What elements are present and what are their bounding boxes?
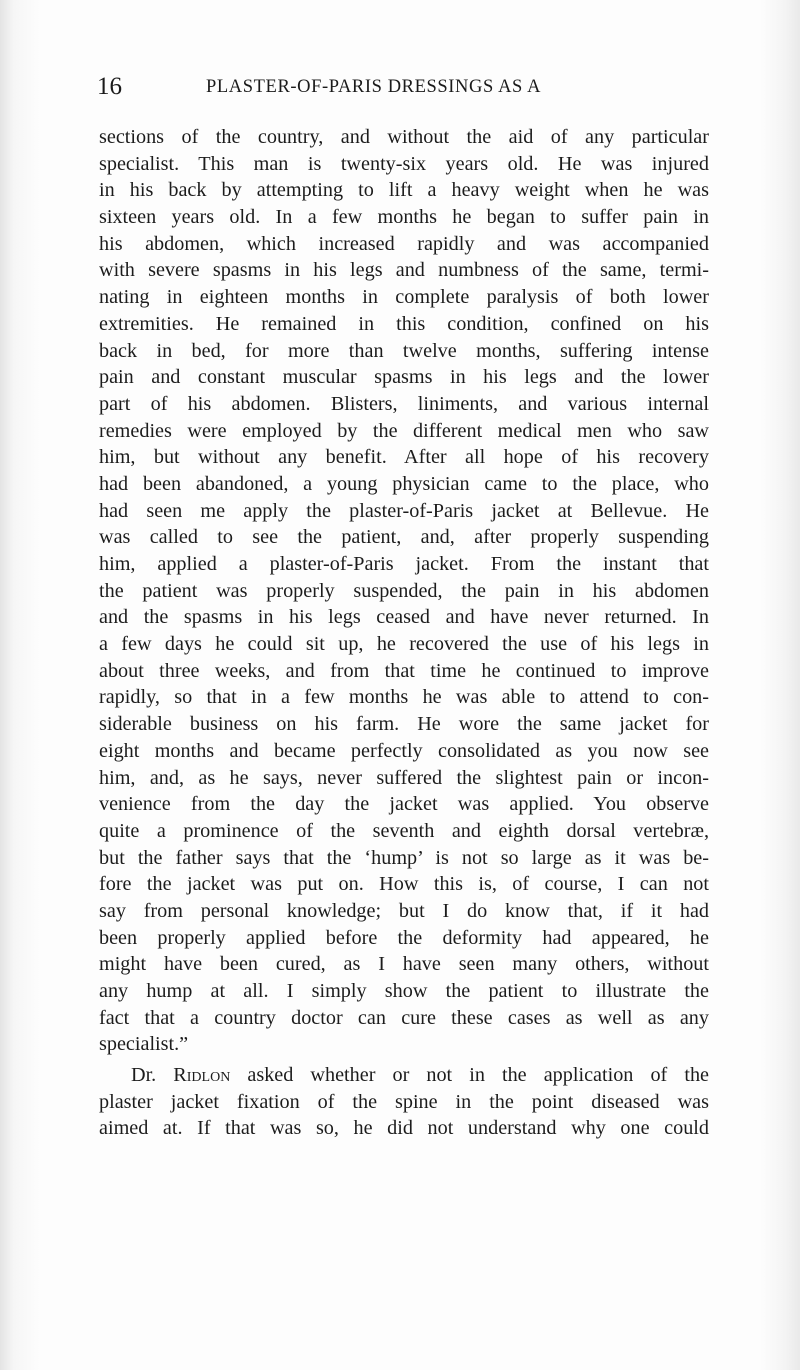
- text-line: sixteen years old. In a few months he began to suffer pain in: [99, 206, 709, 229]
- text-line: sections of the country, and without the aid of any particular: [99, 126, 709, 148]
- text-line: was called to see the patient, and, after properly suspending: [99, 526, 709, 549]
- text-line: fore the jacket was put on. How this is, of course, I can not: [99, 873, 709, 896]
- text-line: about three weeks, and from that time he continued to improve: [99, 659, 709, 682]
- text-line: but the father says that the ‘hump’ is not so large as it was be-: [99, 846, 709, 869]
- text-line: siderable business on his farm. He wore the same jacket for: [99, 713, 709, 736]
- text-line: him, and, as he says, never suffered the slightest pain or incon-: [99, 766, 709, 789]
- text-line: aimed at. If that was so, he did not understand why one could: [99, 1117, 709, 1140]
- text-line: fact that a country doctor can cure these cases as well as any: [99, 1006, 709, 1029]
- page-number: 16: [97, 73, 122, 100]
- text-line-first: [99, 1062, 709, 1089]
- text-line: in his back by attempting to lift a heavy weight when he was: [99, 179, 709, 202]
- text-line: with severe spasms in his legs and numbness of the same, termi-: [99, 259, 709, 282]
- text-line: nating in eighteen months in complete paralysis of both lower: [99, 286, 709, 309]
- text-line: back in bed, for more than twelve months, suffering intense: [99, 339, 709, 362]
- text-line: part of his abdomen. Blisters, liniments, and various internal: [99, 392, 709, 415]
- text-line: say from personal knowledge; but I do know that, if it had: [99, 899, 709, 922]
- text-line-rest: asked whether or not in the application of the: [247, 1064, 709, 1087]
- text-line: been properly applied before the deformity had appeared, he: [99, 926, 709, 949]
- text-line: remedies were employed by the different medical men who saw: [99, 419, 709, 442]
- text-line: rapidly, so that in a few months he was able to attend to con-: [99, 686, 709, 709]
- text-line: specialist.”: [99, 1033, 189, 1056]
- text-line: the patient was properly suspended, the pain in his abdomen: [99, 579, 709, 602]
- text-line: had been abandoned, a young physician came to the place, who: [99, 472, 709, 495]
- text-line: venience from the day the jacket was applied. You observe: [99, 793, 709, 816]
- paragraph-ridlon-question: [99, 1062, 709, 1142]
- text-line: any hump at all. I simply show the patient to illustrate the: [99, 980, 709, 1002]
- text-line: him, but without any benefit. After all hope of his recovery: [99, 446, 709, 469]
- text-line: eight months and became perfectly consolidated as you now see: [99, 739, 709, 762]
- text-line: specialist. This man is twenty-six years old. He was injured: [99, 152, 709, 175]
- speaker-name: Ridlon: [173, 1064, 231, 1087]
- text-line: extremities. He remained in this condition, confined on his: [99, 312, 709, 335]
- text-line: plaster jacket fixation of the spine in the point diseased was: [99, 1090, 709, 1113]
- text-line: a few days he could sit up, he recovered the use of his legs in: [99, 633, 709, 656]
- text-line: his abdomen, which increased rapidly and was accompanied: [99, 232, 709, 255]
- text-line: pain and constant muscular spasms in his legs and the lower: [99, 366, 709, 389]
- paragraph-case-report: [99, 124, 709, 1058]
- text-line: quite a prominence of the seventh and eighth dorsal vertebræ,: [99, 819, 709, 842]
- text-line: had seen me apply the plaster-of-Paris jacket at Bellevue. He: [99, 499, 709, 522]
- running-head: PLASTER-OF-PARIS DRESSINGS AS A: [206, 77, 542, 97]
- text-line: and the spasms in his legs ceased and have never returned. In: [99, 606, 709, 629]
- page-header: [97, 72, 707, 102]
- speaker-title: Dr.: [131, 1064, 157, 1087]
- body-text: [99, 124, 709, 1142]
- text-line: him, applied a plaster-of-Paris jacket. From the instant that: [99, 553, 709, 575]
- text-line: might have been cured, as I have seen many others, without: [99, 953, 709, 976]
